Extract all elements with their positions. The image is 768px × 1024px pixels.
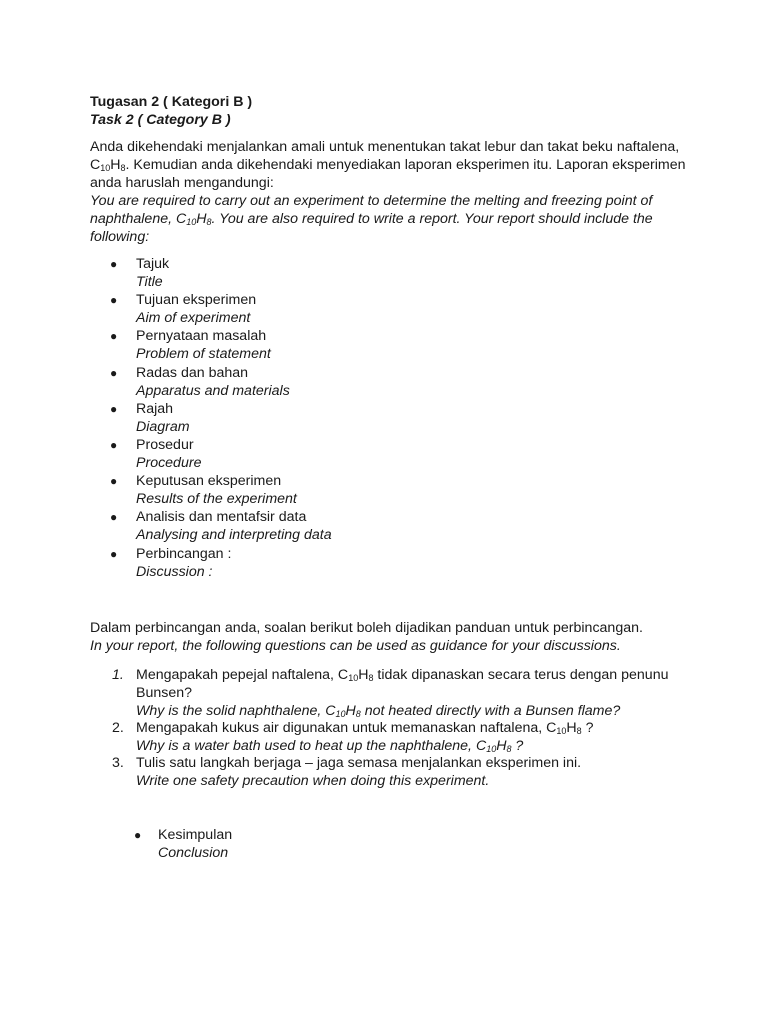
- intro-en-line-3: following:: [90, 229, 150, 245]
- bullet-icon: ●: [110, 474, 118, 489]
- intro-ms-line-1: Anda dikehendaki menjalankan amali untuk menentukan takat lebur dan takat beku naftalena,: [90, 139, 680, 155]
- intro-en-line-2: naphthalene, $C_{10}H_8$. You are also required to write a report. Your report should include the: [90, 211, 653, 227]
- bullet-icon: ●: [110, 257, 118, 271]
- bullet-icon: ●: [110, 546, 118, 561]
- intro-ms-line-2: $C_{10}H_8$. Kemudian anda dikehendaki menyediakan laporan eksperimen itu. Laporan eksperimen: [90, 157, 686, 173]
- bullet-icon: ●: [110, 510, 118, 525]
- intro-en-line-1: You are required to carry out an experiment to determine the melting and freezing point of: [90, 193, 653, 209]
- bullet-icon: ●: [110, 437, 118, 452]
- intro-ms-line-3: anda haruslah mengandungi:: [90, 175, 274, 191]
- title-malay: Tugasan 2 ( Kategori B ): [90, 94, 253, 110]
- bullet-icon: ●: [134, 828, 142, 842]
- bullet-icon: ●: [110, 329, 118, 344]
- discussion-guidance-en: In your report, the following questions can be used as guidance for your discussions.: [90, 638, 621, 654]
- discussion-guidance-ms: Dalam perbincangan anda, soalan berikut boleh dijadikan panduan untuk perbincangan.: [90, 620, 643, 636]
- bullet-icon: ●: [110, 365, 118, 380]
- document-page: Tugasan 2 ( Kategori B ) Task 2 ( Category B ) Anda dikehendaki menjalankan amali untuk menentukan takat lebur dan takat beku naftalena, $C_{10}H_8$. Kemudian anda dikehendaki menyediakan laporan eksperimen itu. Laporan eksperimen anda haruslah mengandungi: You are required to carry out an experiment to determine the melting and freezing point of naphthalene, $C_{10}H_8$. You are also required to write a report. Your report should include the following: ● Tajuk Title ● Tujuan eksperimen Aim of experiment ● Pernyataan masalah Problem of statement ● Radas dan bahan Apparatus and materials ● Rajah Diagram ● Prosedur Procedure ● Keputusan eksperimen Results of the experiment ● Analisis dan mentafsir data Analysing and interpreting data ● Perbincangan : Discussion : Dalam perbincangan anda, soalan berikut boleh dijadikan panduan untuk perbincangan. In your report, the following questions can be used as guidance for your discussions. 1. Mengapakah pepejal naftalena, $C_{10}H_8$ tidak dipanaskan secara terus dengan penunu Bunsen? Why is the solid naphthalene, $C_{10}H_8$ not heated directly with a Bunsen flame? 2. Mengapakah kukus air digunakan untuk memanaskan naftalena, $C_{10}H_8$ ? Why is a water bath used to heat up the naphthalene, $C_{10}H_8$ ? 3. Tulis satu langkah berjaga – jaga semasa menjalankan eksperimen ini. Write one safety precaution when doing this experiment. ● Kesimpulan Conclusion: [90, 94, 686, 861]
- bullet-icon: ●: [110, 401, 118, 416]
- title-english: Task 2 ( Category B ): [90, 112, 231, 128]
- bullet-icon: ●: [110, 293, 118, 308]
